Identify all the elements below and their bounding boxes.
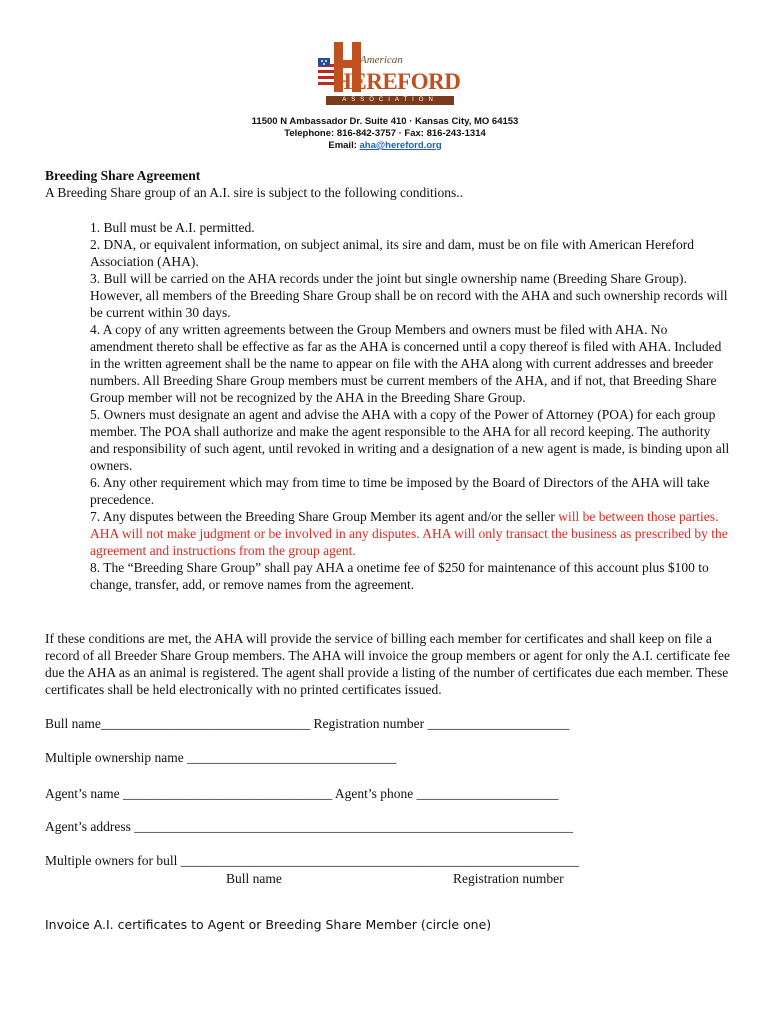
logo-american-text: American: [360, 54, 403, 66]
contact-email: [185, 139, 585, 152]
condition-item: 5. Owners must designate an agent and advise the AHA with a copy of the Power of Attorney (POA) for each group member. The POA shall authorize and make the agent responsible to the AHA for all record keeping. The authority and responsibility of such agent, until revoked in writing and a designation of a new agent is made, is binding upon all owners.: [90, 407, 730, 473]
bull-name-sublabel: Bull name: [226, 871, 282, 886]
condition-item: 6. Any other requirement which may from time to time be imposed by the Board of Directors of the AHA will take precedence.: [90, 475, 710, 507]
logo-hereford-text: HEREFORD: [334, 69, 461, 94]
contact-phone: Telephone: 816-842-3757 · Fax: 816-243-1314: [284, 128, 486, 139]
condition-item: 4. A copy of any written agreements between the Group Members and owners must be filed with AHA. No amendment thereto shall be effective as far as the AHA is concerned until a copy thereof is filed with AHA. Included in the written agreement shall be the name to appear on file with the AHA along with current addresses and breeder numbers. All Breeding Share Group members must be current members of the AHA, and if not, that Breeding Share Group member will not be recognized by the AHA in the Breeding Share Group.: [90, 322, 722, 405]
bull-name-field[interactable]: Bull name_______________________________ Registration number _____________________: [45, 716, 570, 731]
agent-name-field[interactable]: Agent’s name _______________________________ Agent’s phone _____________________: [45, 786, 559, 801]
registration-sublabel: Registration number: [453, 871, 564, 886]
conditions-list: [90, 219, 730, 593]
intro-text: A Breeding Share group of an A.I. sire is subject to the following conditions..: [45, 185, 464, 200]
conditions-paragraph: If these conditions are met, the AHA will provide the service of billing each member for certificates and shall keep on file a record of all Breeder Share Group members. The AHA will invoice the group members or agent for only the A.I. certificate fee due the AHA as an animal is registered. The agent shall provide a listing of the number of certificates due each member. These certificates shall be held electronically with no printed certificates issued.: [45, 631, 731, 697]
condition-text: 7. Any disputes between the Breeding Share Group Member its agent and/or the seller: [90, 509, 559, 524]
multiple-ownership-field[interactable]: Multiple ownership name _______________________________: [45, 750, 397, 765]
page-title: Breeding Share Agreement: [45, 168, 201, 183]
agent-address-field[interactable]: Agent’s address _________________________________________________________________: [45, 819, 573, 834]
condition-item: [90, 508, 730, 559]
condition-item: 2. DNA, or equivalent information, on subject animal, its sire and dam, must be on file with American Hereford Association (AHA).: [90, 237, 694, 269]
condition-item: 8. The “Breeding Share Group” shall pay AHA a onetime fee of $250 for maintenance of this account plus $100 to change, transfer, add, or remove names from the agreement.: [90, 560, 709, 592]
condition-item: 3. Bull will be carried on the AHA records under the joint but single ownership name (Breeding Share Group). However, all members of the Breeding Share Group shall be on record with the AHA and such ownership records will be current within 30 days.: [90, 271, 728, 320]
multiple-owners-field[interactable]: Multiple owners for bull ___________________________________________________________: [45, 853, 579, 868]
condition-highlight: will be between those parties. AHA will not make judgment or be involved in any disputes. AHA will only transact the business as prescribed by the agreement and instructions from the group agent.: [90, 509, 728, 558]
logo-association-band: ASSOCIATION: [326, 96, 454, 105]
condition-item: 1. Bull must be A.I. permitted.: [90, 220, 255, 235]
email-link[interactable]: aha@hereford.org: [359, 140, 442, 151]
email-label: Email:: [328, 140, 360, 151]
contact-address: 11500 N Ambassador Dr. Suite 410 · Kansas City, MO 64153: [251, 116, 519, 127]
invoice-instruction: Invoice A.I. certificates to Agent or Breeding Share Member (circle one): [45, 917, 492, 932]
